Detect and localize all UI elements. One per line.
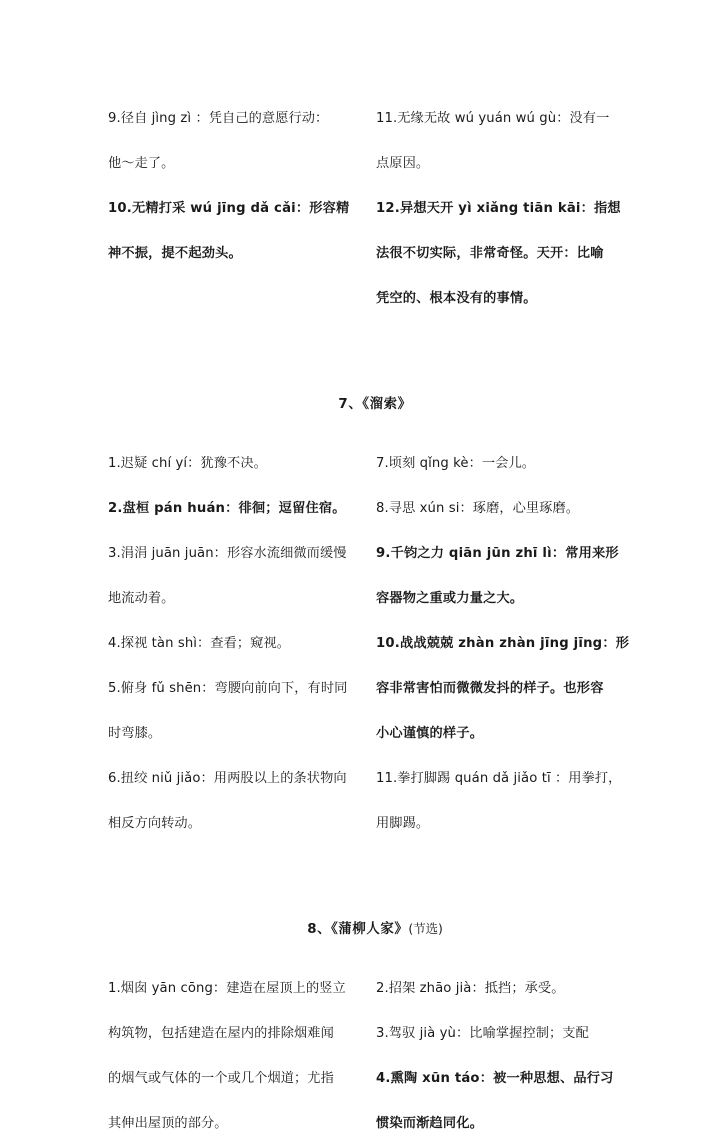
section-7-right-column xyxy=(376,441,642,846)
continued-section-columns xyxy=(108,96,642,321)
vocab-entry: 9.千钧之力 qiān jūn zhī lì：常用来形 xyxy=(376,546,619,561)
section-8-right-column xyxy=(376,966,642,1146)
vocab-entry-continuation: 容非常害怕而微微发抖的样子。也形容 xyxy=(376,681,604,696)
vocab-entry-continuation: 他～走了。 xyxy=(108,156,175,171)
section-title: 《蒲柳人家》 xyxy=(331,922,409,937)
continued-section-left-column xyxy=(108,96,376,276)
section-heading-8 xyxy=(108,906,642,952)
section-spacer xyxy=(108,427,642,441)
vocab-entry: 1.迟疑 chí yí：犹豫不决。 xyxy=(108,456,267,471)
vocab-entry-continuation: 法很不切实际，非常奇怪。天开：比喻 xyxy=(376,246,604,261)
vocab-entry: 7.顷刻 qǐng kè：一会儿。 xyxy=(376,456,536,471)
vocab-entry: 12.异想天开 yì xiǎng tiān kāi：指想 xyxy=(376,201,621,216)
vocab-entry: 10.战战兢兢 zhàn zhàn jīng jīng：形 xyxy=(376,636,630,651)
section-number: 8、 xyxy=(307,922,332,937)
vocab-entry-continuation: 时弯膝。 xyxy=(108,726,162,741)
section-8-columns xyxy=(108,966,642,1146)
vocab-entry: 4.探视 tàn shì：查看；窥视。 xyxy=(108,636,291,651)
vocab-entry: 3.驾驭 jià yù：比喻掌握控制；支配 xyxy=(376,1026,589,1041)
section-spacer xyxy=(108,846,642,906)
section-8-left-column xyxy=(108,966,376,1146)
section-heading-7 xyxy=(108,381,642,427)
vocab-entry: 10.无精打采 wú jīng dǎ cǎi：形容精 xyxy=(108,201,350,216)
section-title-suffix: (节选) xyxy=(408,921,443,936)
vocab-entry-continuation: 地流动着。 xyxy=(108,591,175,606)
vocab-entry-continuation: 惯染而渐趋同化。 xyxy=(376,1116,484,1131)
vocab-entry-continuation: 相反方向转动。 xyxy=(108,816,202,831)
section-7-columns xyxy=(108,441,642,846)
vocab-entry: 9.径自 jìng zì ：凭自己的意愿行动： xyxy=(108,111,329,126)
vocab-entry-continuation: 的烟气或气体的一个或几个烟道；尤指 xyxy=(108,1071,334,1086)
vocab-entry: 5.俯身 fǔ shēn：弯腰向前向下，有时同 xyxy=(108,681,348,696)
vocab-entry-continuation: 点原因。 xyxy=(376,156,430,171)
vocab-entry: 6.扭绞 niǔ jiǎo：用两股以上的条状物向 xyxy=(108,771,347,786)
vocab-entry: 1.烟囱 yān cōng：建造在屋顶上的竖立 xyxy=(108,981,346,996)
vocab-entry-continuation: 用脚踢。 xyxy=(376,816,430,831)
vocab-entry-continuation: 小心谨慎的样子。 xyxy=(376,726,484,741)
vocab-entry: 2.盘桓 pán huán：徘徊；逗留住宿。 xyxy=(108,501,346,516)
vocab-entry: 8.寻思 xún si：琢磨，心里琢磨。 xyxy=(376,501,580,516)
vocab-entry-continuation: 凭空的、根本没有的事情。 xyxy=(376,291,537,306)
vocab-entry-continuation: 构筑物，包括建造在屋内的排除烟难闻 xyxy=(108,1026,334,1041)
vocab-entry: 3.涓涓 juān juān：形容水流细微而缓慢 xyxy=(108,546,347,561)
section-7-left-column xyxy=(108,441,376,846)
vocab-entry-continuation: 神不振，提不起劲头。 xyxy=(108,246,242,261)
vocab-entry-continuation: 其伸出屋顶的部分。 xyxy=(108,1116,228,1131)
vocab-entry: 4.熏陶 xūn táo：被一种思想、品行习 xyxy=(376,1071,614,1086)
vocab-entry: 11.拳打脚踢 quán dǎ jiǎo tī ：用拳打， xyxy=(376,771,622,786)
vocab-entry: 11.无缘无故 wú yuán wú gù：没有一 xyxy=(376,111,610,126)
section-number: 7、 xyxy=(338,397,363,412)
continued-section-right-column xyxy=(376,96,642,321)
vocab-entry: 2.招架 zhāo jià：抵挡；承受。 xyxy=(376,981,565,996)
section-title: 《溜索》 xyxy=(362,397,412,412)
section-spacer xyxy=(108,952,642,966)
vocab-entry-continuation: 容器物之重或力量之大。 xyxy=(376,591,524,606)
section-spacer xyxy=(108,321,642,381)
